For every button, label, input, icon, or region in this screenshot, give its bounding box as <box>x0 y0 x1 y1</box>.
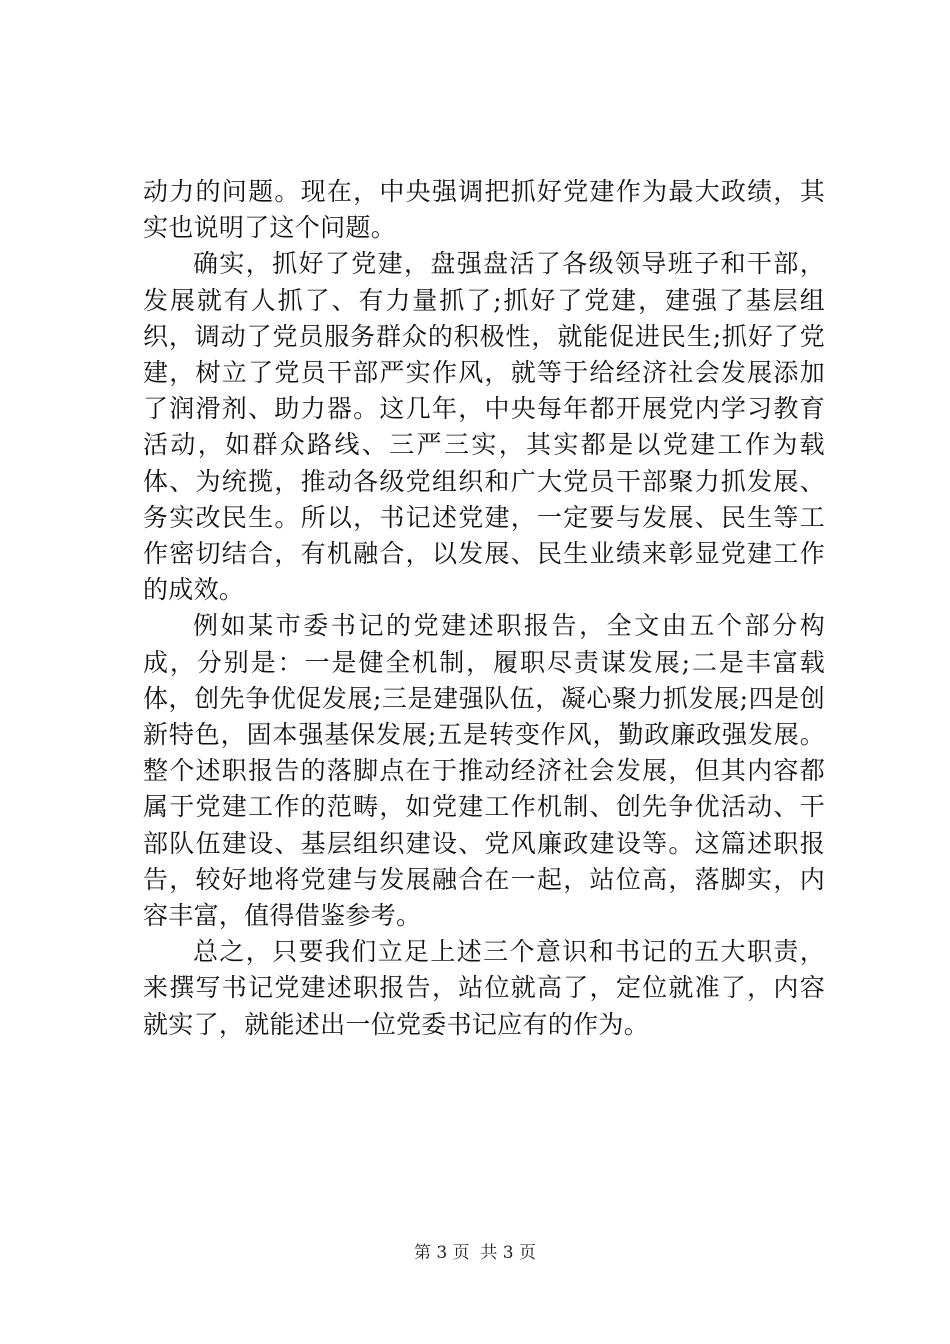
document-body <box>143 174 825 1043</box>
paragraph-party-building-effects: 确实，抓好了党建，盘强盘活了各级领导班子和干部，发展就有人抓了、有力量抓了;抓好了党建，建强了基层组织，调动了党员服务群众的积极性，就能促进民生;抓好了党建，树立了党员干部严实作风，就等于给经济社会发展添加了润滑剂、助力器。这几年，中央每年都开展党内学习教育活动，如群众路线、三严三实，其实都是以党建工作为载体、为统揽，推动各级党组织和广大党员干部聚力抓发展、务实改民生。所以，书记述党建，一定要与发展、民生等工作密切结合，有机融合，以发展、民生业绩来彰显党建工作的成效。 <box>143 249 825 605</box>
paragraph-conclusion: 总之，只要我们立足上述三个意识和书记的五大职责，来撰写书记党建述职报告，站位就高了，定位就准了，内容就实了，就能述出一位党委书记应有的作为。 <box>143 937 825 1039</box>
page-number-label: 第 3 页 共 3 页 <box>413 1243 537 1263</box>
paragraph-example-report: 例如某市委书记的党建述职报告，全文由五个部分构成，分别是：一是健全机制，履职尽责谋发展;二是丰富载体，创先争优促发展;三是建强队伍，凝心聚力抓发展;四是创新特色，固本强基保发展;五是转变作风，勤政廉政强发展。整个述职报告的落脚点在于推动经济社会发展，但其内容都属于党建工作的范畴，如党建工作机制、创先争优活动、干部队伍建设、基层组织建设、党风廉政建设等。这篇述职报告，较好地将党建与发展融合在一起，站位高，落脚实，内容丰富，值得借鉴参考。 <box>143 611 825 931</box>
page-footer <box>0 1242 950 1264</box>
paragraph-continuation: 动力的问题。现在，中央强调把抓好党建作为最大政绩，其实也说明了这个问题。 <box>143 177 825 243</box>
